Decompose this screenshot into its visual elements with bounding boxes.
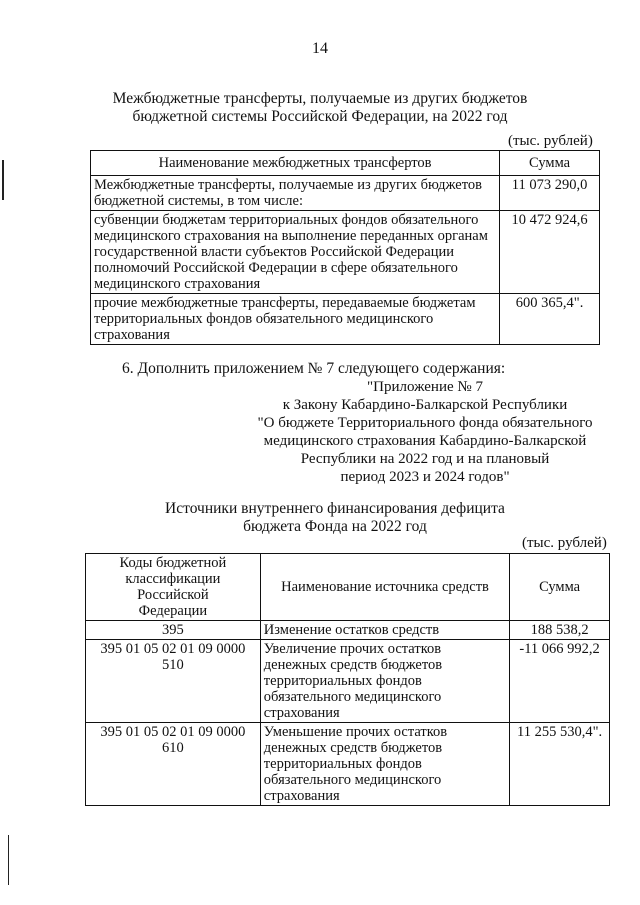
transfer-sum: 10 472 924,6 [500, 211, 600, 294]
source-sum: 188 538,2 [510, 621, 610, 640]
section1-units: (тыс. рублей) [508, 133, 593, 149]
section2-title-line-1: Источники внутреннего финансирования дефицита [165, 500, 505, 517]
section1-title-line-2: бюджетной системы Российской Федерации, на 2022 год [132, 108, 508, 125]
budget-code: 395 01 05 02 01 09 0000 510 [86, 640, 261, 723]
transfer-name: субвенции бюджетам территориальных фондов обязательного медицинского страхования на выполнение переданных органам государственной власти субъектов Российской Федерации полномочий Российской Федерации в сфере обязательного медицинского страхования [91, 211, 500, 294]
margin-mark-bottom [8, 835, 9, 885]
section2-title [90, 500, 580, 536]
table-row [91, 176, 600, 211]
margin-mark-top [2, 160, 4, 200]
budget-code: 395 [86, 621, 261, 640]
header-sum: Сумма [500, 151, 600, 176]
header-budget-code: Коды бюджетной классификации Российской Федерации [86, 554, 261, 621]
transfer-sum: 600 365,4". [500, 294, 600, 345]
transfers-table [90, 150, 600, 345]
table-row [86, 723, 610, 806]
appendix-line-6: период 2023 и 2024 годов" [340, 469, 510, 485]
section2-title-line-2: бюджета Фонда на 2022 год [243, 518, 427, 535]
section2-units: (тыс. рублей) [522, 535, 607, 551]
transfer-sum: 11 073 290,0 [500, 176, 600, 211]
appendix-line-2: к Закону Кабардино-Балкарской Республики [282, 397, 568, 413]
table-header-row [91, 151, 600, 176]
transfer-name: Межбюджетные трансферты, получаемые из других бюджетов бюджетной системы, в том числе: [91, 176, 500, 211]
table-row [91, 294, 600, 345]
section1-title [60, 90, 580, 126]
source-sum: 11 255 530,4". [510, 723, 610, 806]
appendix-line-5: Республики на 2022 год и на плановый [300, 451, 550, 467]
header-source-name: Наименование источника средств [260, 554, 509, 621]
appendix-header [230, 378, 620, 486]
transfer-name: прочие межбюджетные трансферты, передаваемые бюджетам территориальных фондов обязательного медицинского страхования [91, 294, 500, 345]
paragraph-6: 6. Дополнить приложением № 7 следующего содержания: [122, 360, 506, 377]
table-row [86, 640, 610, 723]
source-name: Увеличение прочих остатков денежных средств бюджетов территориальных фондов обязательного медицинского страхования [260, 640, 509, 723]
table-row [86, 621, 610, 640]
source-name: Уменьшение прочих остатков денежных средств бюджетов территориальных фондов обязательного медицинского страхования [260, 723, 509, 806]
budget-code: 395 01 05 02 01 09 0000 610 [86, 723, 261, 806]
header-sum: Сумма [510, 554, 610, 621]
page-number: 14 [312, 40, 328, 57]
appendix-line-4: медицинского страхования Кабардино-Балкарской [263, 433, 587, 449]
financing-sources-table [85, 553, 610, 806]
appendix-line-3: "О бюджете Территориального фонда обязательного [257, 415, 593, 431]
table-header-row [86, 554, 610, 621]
source-sum: -11 066 992,2 [510, 640, 610, 723]
section1-title-line-1: Межбюджетные трансферты, получаемые из других бюджетов [112, 90, 528, 107]
header-transfer-name: Наименование межбюджетных трансфертов [91, 151, 500, 176]
table-row [91, 211, 600, 294]
source-name: Изменение остатков средств [260, 621, 509, 640]
appendix-line-1: "Приложение № 7 [367, 379, 483, 395]
